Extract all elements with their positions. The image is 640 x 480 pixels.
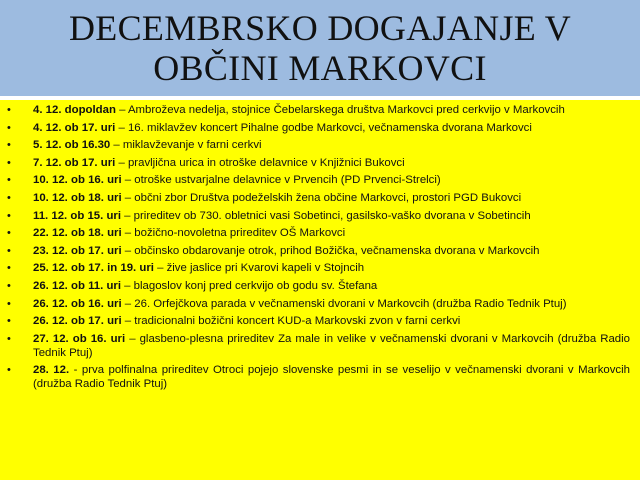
event-list-item [7,157,630,171]
event-description: – 26. Orfejčkova parada v večnamenski dvorani v Markovcih (družba Radio Tednik Ptuj) [121,297,567,310]
event-list-item [7,245,630,259]
event-date: 28. 12. [33,364,70,377]
event-list-item [7,122,630,136]
bullet-icon: • [7,227,11,240]
event-text [33,174,630,188]
bullet-icon: • [7,156,11,169]
bullet-icon: • [7,332,11,345]
event-date: 22. 12. ob 18. uri [33,227,122,240]
event-date: 26. 12. ob 16. uri [33,297,122,310]
event-text [33,262,630,276]
event-date: 26. 12. ob 17. uri [33,315,122,328]
event-list-item [7,315,630,329]
event-list-item [7,364,630,392]
event-text [33,245,630,259]
bullet-icon: • [7,209,11,222]
bullet-icon: • [7,104,11,116]
event-text [33,192,630,206]
event-description: – Ambroževa nedelja, stojnice Čebelarskega društva Markovci pred cerkvijo v Markovcih [115,104,565,116]
event-date: 25. 12. ob 17. in 19. uri [33,262,154,275]
event-description: – glasbeno-plesna prireditev Za male in velike v večnamenski dvorani v Markovcih (družba Radio Tednik Ptuj) [33,332,631,359]
event-description: – božično-novoletna prireditev OŠ Markovci [121,227,346,240]
title-band [0,0,640,96]
event-date: 11. 12. ob 15. uri [33,209,122,222]
event-text [33,364,630,392]
event-description: – blagoslov konj pred cerkvijo ob godu sv. Štefana [121,279,378,292]
event-text [33,315,630,329]
bullet-icon: • [7,315,11,328]
event-description: – občinsko obdarovanje otrok, prihod Božička, večnamenska dvorana v Markovcih [121,244,540,257]
event-description: – občni zbor Društva podeželskih žena občine Markovci, prostori PGD Bukovci [121,191,522,204]
event-text [33,227,630,241]
bullet-icon: • [7,244,11,257]
event-text [33,104,630,118]
event-list-item [7,210,630,224]
event-list-item [7,174,630,188]
event-text [33,333,630,361]
event-date: 7. 12. ob 17. uri [33,156,116,169]
event-description: – tradicionalni božični koncert KUD-a Markovski zvon v farni cerkvi [121,315,461,328]
event-list-item [7,192,630,206]
event-text [33,139,630,153]
event-description: – pravljična urica in otroške delavnice v Knjižnici Bukovci [115,156,405,169]
event-date: 4. 12. dopoldan [33,104,116,116]
event-date: 27. 12. ob 16. uri [33,332,126,345]
event-description: - prva polfinalna prireditev Otroci pojejo slovenske pesmi in se veselijo v večnamenski dvorani v Markovcih (družba Radio Tednik Ptuj) [33,364,630,390]
bullet-icon: • [7,174,11,187]
event-list-item [7,104,630,118]
event-text [33,280,630,294]
event-list-item [7,298,630,312]
event-list-item [7,280,630,294]
event-list [7,104,630,392]
bullet-icon: • [7,297,11,310]
event-date: 10. 12. ob 16. uri [33,174,122,187]
event-description: – otroške ustvarjalne delavnice v Prvencih (PD Prvenci-Strelci) [121,174,441,187]
event-list-item [7,262,630,276]
event-list-item [7,333,630,361]
bullet-icon: • [7,364,11,377]
event-description: – 16. miklavžev koncert Pihalne godbe Markovci, večnamenska dvorana Markovci [115,121,532,134]
bullet-icon: • [7,262,11,275]
bullet-icon: • [7,191,11,204]
bullet-icon: • [7,279,11,292]
event-description: – prireditev ob 730. obletnici vasi Sobetinci, gasilsko-vaško dvorana v Sobetincih [121,209,531,222]
event-list-item [7,227,630,241]
event-description: – miklavževanje v farni cerkvi [110,139,262,152]
title-line-2: OBČINI MARKOVCI [153,48,487,88]
event-list-panel [0,100,640,480]
title-line-1: DECEMBRSKO DOGAJANJE V [69,8,571,48]
event-list-item [7,139,630,153]
event-date: 23. 12. ob 17. uri [33,244,122,257]
event-date: 26. 12. ob 11. uri [33,279,122,292]
event-date: 5. 12. ob 16.30 [33,139,111,152]
event-text [33,210,630,224]
event-text [33,298,630,312]
bullet-icon: • [7,139,11,152]
event-date: 4. 12. ob 17. uri [33,121,116,134]
bullet-icon: • [7,121,11,134]
event-text [33,157,630,171]
event-description: – žive jaslice pri Kvarovi kapeli v Stojncih [153,262,365,275]
event-date: 10. 12. ob 18. uri [33,191,122,204]
event-text [33,122,630,136]
